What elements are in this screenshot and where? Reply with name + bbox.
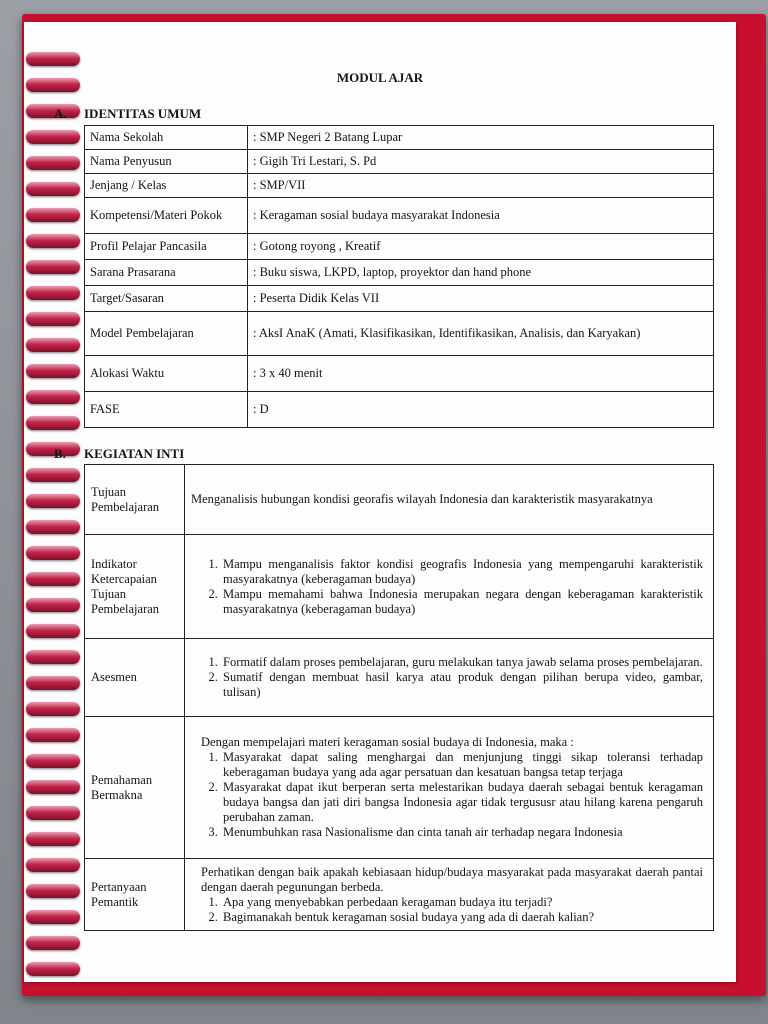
table-row <box>85 198 714 234</box>
indikator-cell <box>185 535 714 639</box>
pertanyaan-intro: Perhatikan dengan baik apakah kebiasaan hidup/budaya masyarakat pada masyarakat daerah pantai dengan daerah pegunungan berbeda. <box>201 864 703 894</box>
pemahaman-cell <box>185 717 714 859</box>
identity-label: Kompetensi/Materi Pokok <box>85 198 248 234</box>
binding-ring <box>26 286 80 300</box>
spiral-binding <box>24 52 82 982</box>
binding-ring <box>26 130 80 144</box>
asesmen-cell <box>185 639 714 717</box>
binding-ring <box>26 390 80 404</box>
pertanyaan-label: Pertanyaan Pemantik <box>85 859 185 931</box>
table-row <box>85 859 714 931</box>
table-row <box>85 465 714 535</box>
document-title: MODUL AJAR <box>336 70 424 85</box>
identity-label: FASE <box>85 392 248 428</box>
binding-ring <box>26 728 80 742</box>
identity-label: Nama Sekolah <box>85 126 248 150</box>
list-item: 2. Masyarakat dapat ikut berperan serta melestarikan budaya daerah sebagai bentuk keragaman budaya bangsa dan jati diri bangsa Indonesia agar tidak tergususr atau hilang karena pengaruh perubahan zaman. <box>221 780 703 825</box>
pertanyaan-cell <box>185 859 714 931</box>
pemahaman-intro: Dengan mempelajari materi keragaman sosial budaya di Indonesia, maka : <box>201 735 574 749</box>
binding-ring <box>26 936 80 950</box>
list-item: 1. Masyarakat dapat saling menghargai dan menjunjung tinggi sikap toleransi terhadap keberagaman budaya yang ada agar persatuan dan kesatuan bangsa tetap terjaga <box>221 750 703 780</box>
section-b-heading <box>54 446 184 462</box>
indikator-label: Indikator Ketercapaian Tujuan Pembelajaran <box>85 535 185 639</box>
list-item: 1. Formatif dalam proses pembelajaran, guru melakukan tanya jawab selama proses pembelajaran. <box>221 655 703 670</box>
identity-value: : Gigih Tri Lestari, S. Pd <box>248 150 714 174</box>
list-item: 3. Menumbuhkan rasa Nasionalisme dan cinta tanah air terhadap negara Indonesia <box>221 825 703 840</box>
identity-value: : Peserta Didik Kelas VII <box>248 286 714 312</box>
list-item: 1. Mampu menganalisis faktor kondisi geografis Indonesia yang mempengaruhi karakteristik masyarakatnya (keberagaman budaya) <box>221 557 703 587</box>
table-row <box>85 639 714 717</box>
identity-value: : Buku siswa, LKPD, laptop, proyektor dan hand phone <box>248 260 714 286</box>
binding-ring <box>26 234 80 248</box>
identity-value: : Keragaman sosial budaya masyarakat Indonesia <box>248 198 714 234</box>
identity-value: : SMP Negeri 2 Batang Lupar <box>248 126 714 150</box>
table-row <box>85 234 714 260</box>
binding-ring <box>26 546 80 560</box>
document-page <box>24 22 736 982</box>
table-row <box>85 717 714 859</box>
binding-ring <box>26 676 80 690</box>
section-b-letter: B. <box>54 446 66 461</box>
identity-value: : SMP/VII <box>248 174 714 198</box>
binding-ring <box>26 806 80 820</box>
binding-ring <box>26 338 80 352</box>
identity-value: : D <box>248 392 714 428</box>
table-row <box>85 174 714 198</box>
binding-ring <box>26 468 80 482</box>
section-a-letter: A. <box>54 106 67 121</box>
binding-ring <box>26 312 80 326</box>
section-a-heading <box>54 106 201 122</box>
binding-ring <box>26 858 80 872</box>
pemahaman-label: Pemahaman Bermakna <box>85 717 185 859</box>
binding-ring <box>26 962 80 976</box>
identity-label: Nama Penyusun <box>85 150 248 174</box>
binding-ring <box>26 208 80 222</box>
identity-label: Model Pembelajaran <box>85 312 248 356</box>
identity-label: Jenjang / Kelas <box>85 174 248 198</box>
asesmen-label: Asesmen <box>85 639 185 717</box>
list-item: 1. Apa yang menyebabkan perbedaan keragaman budaya itu terjadi? <box>221 895 703 910</box>
binding-ring <box>26 572 80 586</box>
binding-ring <box>26 416 80 430</box>
binding-ring <box>26 754 80 768</box>
core-activity-table <box>84 464 714 931</box>
table-row <box>85 126 714 150</box>
identity-label: Alokasi Waktu <box>85 356 248 392</box>
binding-ring <box>26 832 80 846</box>
table-row <box>85 286 714 312</box>
identity-value: : Gotong royong , Kreatif <box>248 234 714 260</box>
binding-ring <box>26 156 80 170</box>
table-row <box>85 356 714 392</box>
tujuan-text: Menganalisis hubungan kondisi georafis wilayah Indonesia dan karakteristik masyarakatnya <box>185 465 714 535</box>
identity-label: Profil Pelajar Pancasila <box>85 234 248 260</box>
pertanyaan-list <box>191 895 703 925</box>
tujuan-label: Tujuan Pembelajaran <box>85 465 185 535</box>
binding-ring <box>26 910 80 924</box>
binding-ring <box>26 182 80 196</box>
binding-ring <box>26 364 80 378</box>
list-item: 2. Bagimanakah bentuk keragaman sosial budaya yang ada di daerah kalian? <box>221 910 703 925</box>
binding-ring <box>26 884 80 898</box>
list-item: 2. Sumatif dengan membuat hasil karya atau produk dengan pilihan berupa video, gambar, tulisan) <box>221 670 703 700</box>
binding-ring <box>26 494 80 508</box>
section-b-title: KEGIATAN INTI <box>84 446 185 461</box>
section-a-title: IDENTITAS UMUM <box>84 106 202 121</box>
binding-ring <box>26 780 80 794</box>
identity-value: : 3 x 40 menit <box>248 356 714 392</box>
binding-ring <box>26 624 80 638</box>
pemahaman-list <box>191 750 703 840</box>
binding-ring <box>26 52 80 66</box>
table-row <box>85 260 714 286</box>
list-item: 2. Mampu memahami bahwa Indonesia merupakan negara dengan keberagaman karakteristik masyarakatnya (keberagaman budaya) <box>221 587 703 617</box>
table-row <box>85 150 714 174</box>
identity-label: Sarana Prasarana <box>85 260 248 286</box>
binding-ring <box>26 520 80 534</box>
asesmen-list <box>191 655 703 700</box>
identity-table <box>84 125 714 428</box>
binding-ring <box>26 702 80 716</box>
table-row <box>85 312 714 356</box>
identity-label: Target/Sasaran <box>85 286 248 312</box>
binding-ring <box>26 598 80 612</box>
table-row <box>85 535 714 639</box>
identity-value: : AksI AnaK (Amati, Klasifikasikan, Identifikasikan, Analisis, dan Karyakan) <box>248 312 714 356</box>
binding-ring <box>26 260 80 274</box>
binding-ring <box>26 650 80 664</box>
table-row <box>85 392 714 428</box>
indikator-list <box>191 557 703 617</box>
